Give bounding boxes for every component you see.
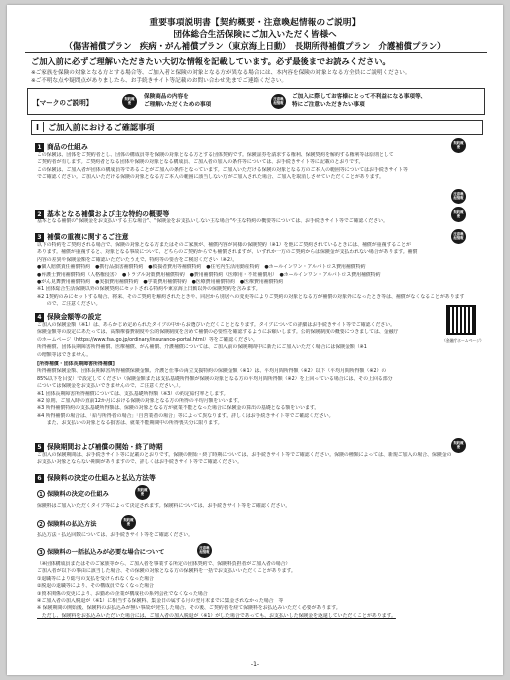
legend-desc-1 — [144, 94, 211, 109]
s2-title: 基本となる補償および主な特約の概要等 — [47, 210, 170, 218]
s6-item3-heading — [37, 547, 164, 556]
s6-item1-number: 1 — [37, 490, 45, 498]
s4-subline: については保険金をお支払いできませんので、ご注意ください。）。 — [37, 383, 184, 390]
s4-subline: ※1 団体長期障害所得補償については、支払基礎所得額（※3）の約定給付率とします。 — [37, 390, 229, 397]
contract-summary-stamp-icon: 契約概要 — [122, 94, 137, 109]
s1-line: ご契約者が有します。ご契約者となる団体や保険の対象となる構成員、ご加入者の加入の条件等については、お手続きサイト等に記載のとおりです。 — [37, 159, 364, 166]
s1-caution-stamp-icon: 注意喚起情報 — [451, 189, 466, 204]
legend-desc-2b: 特にご注意いただきたい事項 — [292, 101, 365, 108]
s3-number: 3 — [35, 233, 44, 242]
s1-line: でご確認ください。ご加入いただける保険の対象となる方ご本人の範囲に該当しない方がご加入された場合、ご加入を取消しさせていただくことがあります。 — [37, 174, 384, 181]
legend-desc-1a: 保険商品の内容を — [144, 94, 189, 100]
s4-heading — [35, 311, 101, 322]
s6-title: 保険料の決定の仕組みと払込方法等 — [47, 474, 156, 482]
s4-line: のホームページ（https://www.fsa.go.jp/ordinary/insurance-portal.html）等をご確認ください。 — [37, 336, 258, 343]
s6-item3-line: ただし、保険料をお払込みいただいた場合には、ご加入者の加入脱退が（※1）がした場合であっても、お支払いした保険金を返還していただくことがあります。 — [37, 612, 396, 619]
s5-line: お支払い対象とならない期間がありますので、詳しくはお手続きサイト等でご確認ください。 — [37, 459, 242, 466]
s4-line: の増額等はできません。 — [37, 351, 92, 358]
s3-line: あります。補償が重複すると、対象となる事故について、どちらのご契約からでも補償されますが、いずれか一方のご契約からは保険金が支払われない場合があります。補償 — [37, 249, 418, 256]
s1-line: この保険は、団体をご契約者とし、団体の構成員等を保険の対象となる方とする団体契約です。保険証券を請求する権利、保険契約を解約する権利等は原則として — [37, 152, 394, 158]
s1-title: 商品の仕組み — [47, 143, 88, 151]
s6-item3-number: 3 — [37, 548, 45, 556]
s5-body — [37, 452, 477, 467]
s6-item1-heading — [37, 489, 109, 498]
s6-item3-line: ④ご加入者の加入脱退が（※1）に相当する保険料、集金日の属する月の翌月末までに集金されなかった場合 等 — [37, 598, 284, 605]
s6-item3-line: （※団体構成員またはそのご家族等から、ご加入者を事業する所定の団体契約で、保険料負担者がご加入者の場合） — [37, 561, 291, 567]
s3-body — [37, 242, 477, 309]
s6-item3-line: ①退職等により総与の支払を受けられなくなった場合 — [37, 575, 154, 582]
document-title: 重要事項説明書【契約概要・注意喚起情報のご説明】 — [149, 18, 361, 28]
s4-subhead: [所得補償・団体長期障害所得補償] — [37, 361, 115, 367]
s3-line: 内容の差異や保険金額をご確認いただいたうえで、特約等の要否をご検討ください（※2）。 — [37, 256, 238, 263]
s5-number: 5 — [35, 443, 44, 452]
s4-subline: 所得補償保険金額、団体長期障害所得補償保険金額、介護と仕事の両立支援特約の保険金額（※1）は、平均月間所得額（※2）以下（平均月間所得額（※2）の — [37, 368, 387, 375]
s5-title: 保険期間および補償の開始・終了時期 — [47, 443, 163, 451]
legend-desc-1b: ご理解いただくための事項 — [144, 101, 212, 108]
s6-item1-title: 保険料の決定の仕組み — [47, 491, 109, 498]
s6-item3-title: 保険料の一括払込みが必要な場合について — [47, 549, 165, 556]
s4-subline: ※2 原則、ご加入時の直前12か月における保険の対象となる方の所得の平均月額をいいます。 — [37, 398, 243, 405]
s6-item1-stamp-icon: 契約概要 — [135, 485, 150, 500]
qr-code[interactable] — [446, 305, 476, 335]
s4-subline: 85%以下を目安）で設定してください（保険金額または支払基礎所得額が保険の対象となる方の平均月間所得額（※2）を上回っている場合には、その上回る部分 — [37, 375, 393, 382]
s2-contract-summary-stamp-icon: 契約概要 — [451, 207, 466, 222]
s2-body — [37, 218, 477, 225]
s5-heading — [35, 441, 163, 452]
s4-subline: また、お支払いの対象となる損害は、就業不能期間中の所得喪失分に限ります。 — [37, 420, 223, 427]
s3-caution-stamp-icon: 注意喚起情報 — [451, 229, 466, 244]
document-page — [7, 5, 503, 675]
s4-line: 所得補償、団体長期障害所得補償、医療補償、がん補償、介護補償については、ご加入前の保険期間中に新たにご加入いただく場合には保険金額（※1 — [37, 344, 367, 351]
s6-item2-line: 払込方法・払込回数については、お手続きサイト等をご確認ください。 — [37, 532, 194, 538]
s2-number: 2 — [35, 210, 44, 219]
s3-heading — [35, 231, 129, 242]
intro-note-2: ※ご不明な点や疑問点がありましたら、お手続きサイト等記載のお問い合わせ先までご連絡ください。 — [31, 78, 288, 84]
section-title — [31, 120, 483, 135]
s3-rider-list: ●がん見舞費用補償特約 ●実損費用補償特約 ●学業費用補償特約 ●医療費用補償特約 ●医療費用補償特約 — [37, 279, 284, 286]
document-subtitle: 団体総合生活保険にご加入いただく皆様へ — [173, 30, 337, 40]
plan-list: （傷害補償プラン 疾病・がん補償プラン（東京海上日動） 長期所得補償プラン 介護補償プラン） — [64, 41, 446, 51]
s6-number: 6 — [35, 474, 44, 483]
s6-item2-heading — [37, 519, 97, 528]
s2-line: 基本となる補償の"保険金をお支払いする主な場合"、"保険金をお支払いしない主な場合"や主な特約の概要等については、お手続きサイト等でご確認ください。 — [37, 218, 388, 224]
s4-line: 保険金額等の設定にあたっては、高額療養費制度や公的保険制度を含めて補償の必要性を確認するようにお願いします。公的保険制度の概要につきましては、金融庁 — [37, 329, 399, 336]
s6-item2-number: 2 — [37, 520, 45, 528]
s4-title: 保険金額等の設定 — [47, 313, 102, 321]
s3-footnote: ので、ご注意ください。 — [37, 301, 101, 308]
s5-contract-summary-stamp-icon: 契約概要 — [451, 438, 466, 453]
s6-item2-body — [37, 532, 477, 539]
s6-heading — [35, 472, 156, 483]
s3-rider-list: ●弁護士費用補償特約（人格権侵害） ●トラブル対策費用補償特約 ●費用補償特約（医療用・不妊補償用） ●ホールインワン・アルバトロス費用補償特約 — [37, 271, 381, 278]
s1-contract-summary-stamp-icon: 契約概要 — [451, 138, 466, 153]
s1-body — [37, 152, 477, 182]
s6-item3-stamp-icon: 注意喚起情報 — [197, 543, 212, 558]
s6-item3-line: ②脱退の退職等により、その構成員でなくなった場合 — [37, 583, 154, 590]
s3-rider-list: ●個人賠償責任補償特約 ●携行品損害補償特約 ●救援者費用等補償特約 ●住宅内生活用動産特約 ●ホールインワン・アルバトロス費用補償特約 — [37, 264, 366, 271]
section-number: Ⅰ — [36, 122, 44, 132]
section-title-text: ご加入前におけるご確認事項 — [48, 122, 155, 132]
s6-item3-line: ご加入者が以下の事由に該当した場合、その保険の対象となる方の保険料を一括でお支払いいただくことがあります。 — [37, 568, 296, 575]
legend-desc-2a: ご加入に際してお客様にとって不利益になる事項等、 — [292, 94, 427, 100]
caution-stamp-icon: 注意喚起情報 — [271, 94, 286, 109]
intro-note-1: ※ご家族を保険の対象となる方とする場合等、ご加入者と保険の対象となる方が異なる場合には、本内容を保険の対象となる方全員にご説明ください。 — [31, 70, 411, 76]
s6-item3-line: ③資本関係の変更により、お勤めの企業が構成社の系列会社でなくなった場合 — [37, 590, 208, 597]
s6-item3-line: ※ 保険期間の開始後、保険料のお払込みが無い事故が発生した場合、その後、ご契約者を経て保険料をお払込みいただく必要があります。 — [37, 605, 341, 612]
qr-caption: （金融庁ホームページ） — [442, 338, 484, 343]
s3-footnote: ※2 1契約のみにセットする場合、将来、そのご契約を解約されたときや、同居から別居への変更等によりご契約の対象となる方が補償の対象外になったとき等は、補償がなくなることがあります — [37, 293, 465, 300]
s4-subline: ※4 所得補償の場合は、「給与所得者の場合」「自営業者の場合」等によって異なります。詳しくはお手続きサイト等でご確認ください。 — [37, 412, 334, 419]
mark-legend — [27, 88, 485, 115]
title-divider — [25, 52, 487, 53]
s6-item1-body — [37, 503, 477, 510]
s3-line: 以下の特約をご契約される場合で、保険の対象となる方またはそのご家族が、補償内容が同様の保険契約（※1）を他にご契約されているときには、補償が重複することが — [37, 242, 411, 248]
legend-label: 【マークのご説明】 — [33, 99, 93, 107]
s1-number: 1 — [35, 143, 44, 152]
s4-number: 4 — [35, 313, 44, 322]
s6-item3-body — [37, 561, 477, 620]
s4-line: ご加入の保険金額（※1）は、あらかじめ定められたタイプの中からお選びいただくこととなります。タイプについての詳細はお手続きサイト等でご確認ください。 — [37, 322, 396, 328]
s3-footnote: ※1 団体総合生活保険以外の保険契約にセットされる特約や東京海上日動以外の保険契約を含みます。 — [37, 286, 261, 293]
s4-sub-body — [37, 361, 477, 428]
s3-title: 補償の重複に関するご注意 — [47, 233, 129, 241]
page-number: -1- — [250, 661, 260, 668]
s4-body — [37, 322, 439, 359]
s4-subline: ※3 所得補償特約の支払基礎所得額は、保険の対象となる方が就業不能となった場合に保険金の算出の基礎となる額をいいます。 — [37, 405, 320, 412]
s5-line: ご加入の保険期間は、お手続きサイト等に記載のとおりです。保険の開始・終了時期については、お手続きサイト等でご確認ください。保険の種類によっては、新規ご加入の場合、保険金の — [37, 452, 452, 458]
s6-item1-line: 保険料はご加入いただくタイプ等によって決定されます。保険料については、お手続きサイト等をご確認ください。 — [37, 503, 291, 509]
s1-line: この保険は、ご加入者が団体の構成員等であることがご加入の条件となっています。ご加入いただける保険の対象となる方のご本人の範囲等についてはお手続きサイト等 — [37, 166, 408, 173]
intro-heading: ご加入前に必ずご理解いただきたい大切な情報を記載しています。必ず最後までお読みください。 — [31, 56, 391, 66]
legend-desc-2 — [292, 94, 426, 109]
s1-heading — [35, 141, 88, 152]
s6-item2-stamp-icon: 契約概要 — [121, 515, 136, 530]
s6-item2-title: 保険料の払込方法 — [47, 521, 97, 528]
